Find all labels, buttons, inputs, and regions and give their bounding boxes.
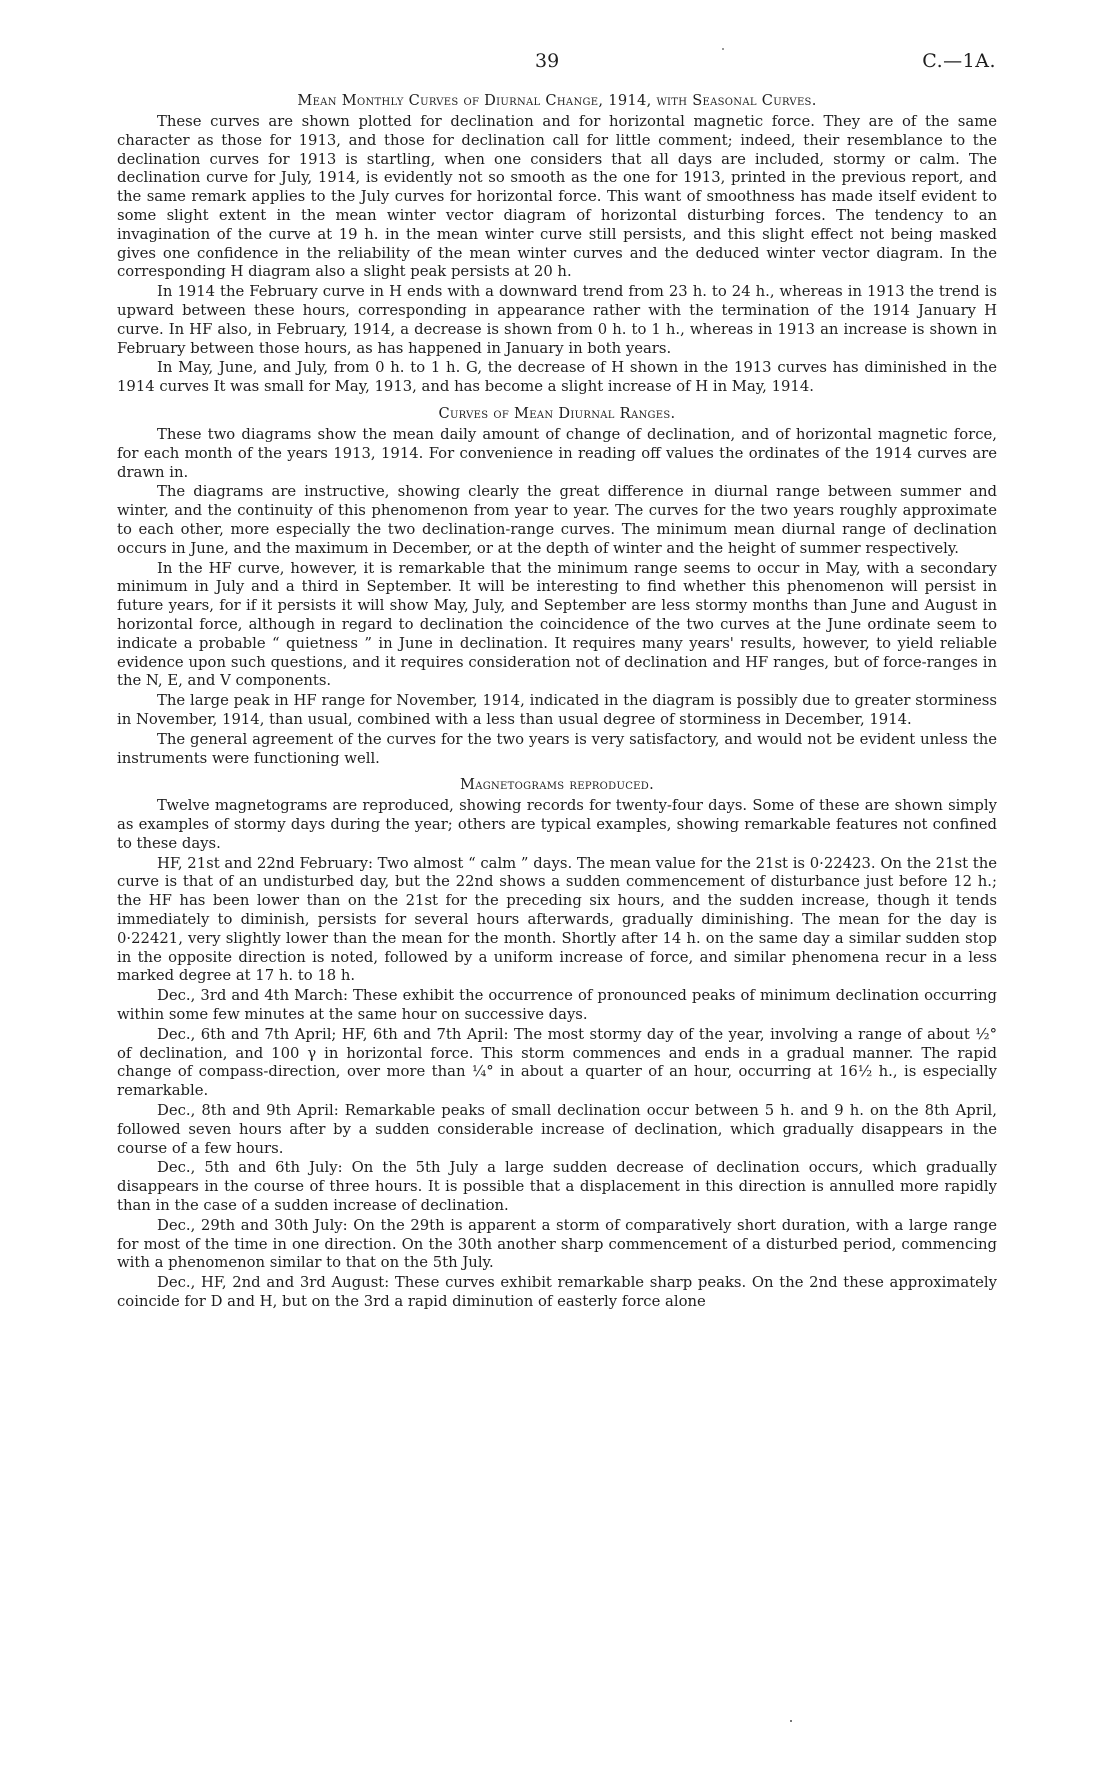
paragraph: In May, June, and July, from 0 h. to 1 h. G, the decrease of H shown in the 1913 curves has diminished in the 1914 curves It was small for May, 1913, and has become a slight increase of H in May, 1914. bbox=[117, 359, 997, 396]
paragraph: Dec., 8th and 9th April: Remarkable peaks of small declination occur between 5 h. and 9 h. on the 8th April, followed seven hours after by a sudden considerable increase of declination, which gradually disappears in the course of a few hours. bbox=[117, 1102, 997, 1157]
paragraph: Dec., 5th and 6th July: On the 5th July a large sudden decrease of declination occurs, which gradually disappears in the course of three hours. It is possible that a displacement in this direction is annulled more rapidly than in the case of a sudden increase of declination. bbox=[117, 1159, 997, 1215]
paragraph: Dec., 6th and 7th April; HF, 6th and 7th April: The most stormy day of the year, involving a range of about ½° of declination, and 100 γ in horizontal force. This storm commences and ends in a gradual manner. The rapid change of compass-direction, over more than ¼° in about a quarter of an hour, occurring at 16½ h., is especially remarkable. bbox=[117, 1025, 997, 1100]
paragraph: Dec., 3rd and 4th March: These exhibit the occurrence of pronounced peaks of minimum declination occurring within some few minutes at the same hour on successive days. bbox=[117, 987, 997, 1024]
paragraph: These two diagrams show the mean daily amount of change of declination, and of horizontal magnetic force, for each month of the years 1913, 1914. For convenience in reading off values the ordinates of the 1914 curves are drawn in. bbox=[117, 425, 997, 481]
paragraph: In the HF curve, however, it is remarkable that the minimum range seems to occur in May, with a secondary minimum in July and a third in September. It will be interesting to find whether this phenomenon will persist in future years, for if it persists it will show May, July, and September are less stormy months than June and August in horizontal force, although in regard to declination the coincidence of the two curves at the June ordinate seem to indicate a probable “ quietness ” in June in declination. It requires many years' results, however, to yield reliable evidence upon such questions, and it requires consideration not of declination and HF ranges, but of force-ranges in the N, E, and V components. bbox=[117, 559, 997, 690]
document-reference: C.—1A. bbox=[922, 50, 996, 72]
section-diurnal-ranges bbox=[117, 405, 997, 768]
paragraph: Dec., HF, 2nd and 3rd August: These curves exhibit remarkable sharp peaks. On the 2nd these approximately coincide for D and H, but on the 3rd a rapid diminution of easterly force alone bbox=[117, 1274, 997, 1311]
paragraph: These curves are shown plotted for declination and for horizontal magnetic force. They are of the same character as those for 1913, and those for declination call for little comment; indeed, their resemblance to the declination curves for 1913 is startling, when one considers that all days are included, stormy or calm. The declination curve for July, 1914, is evidently not so smooth as the one for 1913, printed in the previous report, and the same remark applies to the July curves for horizontal force. This want of smoothness has made itself evident to some slight extent in the mean winter vector diagram of horizontal disturbing forces. The tendency to an invagination of the curve at 19 h. in the mean winter curve still persists, and this slight effect not being masked gives one confidence in the reliability of the mean winter curves and the deduced winter vector diagram. In the corresponding H diagram also a slight peak persists at 20 h. bbox=[117, 113, 997, 281]
section-heading: Magnetograms reproduced. bbox=[459, 776, 655, 794]
document-body bbox=[117, 92, 997, 1313]
section-heading: Curves of Mean Diurnal Ranges. bbox=[438, 404, 676, 422]
paragraph: Twelve magnetograms are reproduced, showing records for twenty-four days. Some of these are shown simply as examples of stormy days during the year; others are typical examples, showing remarkable features not confined to these days. bbox=[117, 797, 997, 852]
paragraph: The diagrams are instructive, showing clearly the great difference in diurnal range between summer and winter, and the continuity of this phenomenon from year to year. The curves for the two years roughly approximate to each other, more especially the two declination-range curves. The minimum mean diurnal range of declination occurs in June, and the maximum in December, or at the depth of winter and the height of summer respectively. bbox=[117, 483, 997, 557]
page-header bbox=[0, 50, 1114, 74]
paragraph: Dec., 29th and 30th July: On the 29th is apparent a storm of comparatively short duration, with a large range for most of the time in one direction. On the 30th another sharp commencement of a disturbed period, commencing with a phenomenon similar to that on the 5th July. bbox=[117, 1216, 997, 1272]
paragraph: HF, 21st and 22nd February: Two almost “ calm ” days. The mean value for the 21st is 0·22423. On the 21st the curve is that of an undisturbed day, but the 22nd shows a sudden commencement of disturbance just before 12 h.; the HF has been lower than on the 21st for the preceding six hours, and the sudden increase, though it tends immediately to diminish, persists for several hours afterwards, gradually diminishing. The mean for the day is 0·22421, very slightly lower than the mean for the month. Shortly after 14 h. on the same day a similar sudden stop in the opposite direction is noted, followed by a uniform increase of force, and similar phenomena recur in a less marked degree at 17 h. to 18 h. bbox=[117, 854, 997, 985]
page-number: 39 bbox=[535, 50, 560, 72]
scan-speck bbox=[790, 1720, 792, 1722]
section-mean-monthly-curves bbox=[117, 92, 997, 397]
paragraph: In 1914 the February curve in H ends with a downward trend from 23 h. to 24 h., whereas in 1913 the trend is upward between these hours, corresponding in appearance rather with the termination of the 1914 January H curve. In HF also, in February, 1914, a decrease is shown from 0 h. to 1 h., whereas in 1913 an increase is shown in February between those hours, as has happened in January in both years. bbox=[117, 283, 997, 357]
section-magnetograms bbox=[117, 776, 997, 1312]
section-heading: Mean Monthly Curves of Diurnal Change, 1914, with Seasonal Curves. bbox=[297, 92, 817, 109]
paragraph: The large peak in HF range for November, 1914, indicated in the diagram is possibly due to greater storminess in November, 1914, than usual, combined with a less than usual degree of storminess in December, 1914. bbox=[117, 692, 997, 728]
paragraph: The general agreement of the curves for the two years is very satisfactory, and would not be evident unless the instruments were functioning well. bbox=[117, 730, 997, 767]
